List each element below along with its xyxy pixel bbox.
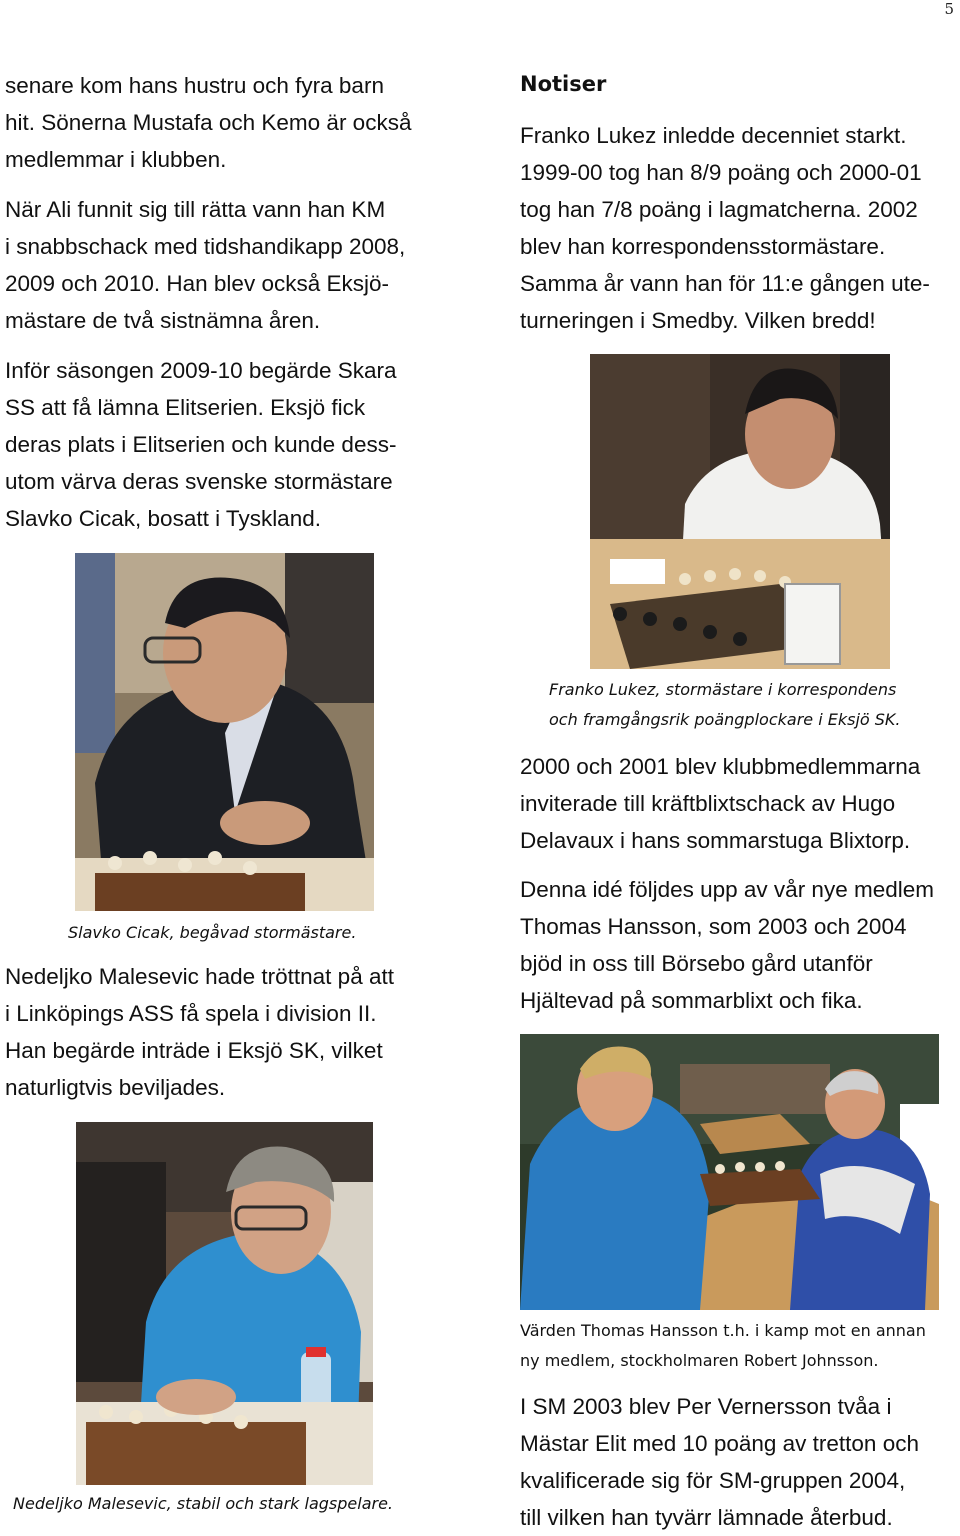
- text-line: i snabbschack med tidshandikapp 2008,: [5, 234, 406, 259]
- text-line: kvalificerade sig för SM-gruppen 2004,: [520, 1468, 906, 1493]
- text-line: bjöd in oss till Börsebo gård utanför: [520, 951, 873, 976]
- caption-line: ny medlem, stockholmaren Robert Johnsson.: [520, 1351, 879, 1370]
- photo-slavko-cicak: [75, 553, 374, 911]
- caption-line: Franko Lukez, stormästare i korrespondens: [549, 680, 897, 699]
- right-paragraph-3: [520, 871, 960, 1019]
- left-paragraph-2: [5, 191, 475, 339]
- text-line: I SM 2003 blev Per Vernersson tvåa i: [520, 1394, 892, 1419]
- text-line: Han begärde inträde i Eksjö SK, vilket: [5, 1038, 383, 1063]
- text-line: naturligtvis beviljades.: [5, 1075, 226, 1100]
- text-line: Thomas Hansson, som 2003 och 2004: [520, 914, 907, 939]
- caption-line: och framgångsrik poängplockare i Eksjö SK.: [549, 710, 901, 729]
- left-paragraph-3: [5, 352, 475, 537]
- text-line: Delavaux i hans sommarstuga Blixtorp.: [520, 828, 911, 853]
- text-line: deras plats i Elitserien och kunde dess-: [5, 432, 397, 457]
- photo-caption-slavko: Slavko Cicak, begåvad stormästare.: [68, 923, 357, 942]
- left-paragraph-1: [5, 67, 475, 178]
- text-line: utom värva deras svenske stormästare: [5, 469, 393, 494]
- section-heading-notiser: Notiser: [520, 72, 607, 96]
- text-line: turneringen i Smedby. Vilken bredd!: [520, 308, 876, 333]
- right-paragraph-2: [520, 748, 960, 859]
- text-line: SS att få lämna Elitserien. Eksjö fick: [5, 395, 366, 420]
- text-line: Hjältevad på sommarblixt och fika.: [520, 988, 863, 1013]
- photo-caption-nedeljko: Nedeljko Malesevic, stabil och stark lagspelare.: [13, 1494, 394, 1513]
- right-paragraph-4: [520, 1388, 960, 1536]
- text-line: Inför säsongen 2009-10 begärde Skara: [5, 358, 397, 383]
- text-line: Mästar Elit med 10 poäng av tretton och: [520, 1431, 919, 1456]
- text-line: Samma år vann han för 11:e gången ute-: [520, 271, 930, 296]
- photo-franko-lukez: [590, 354, 890, 669]
- photo-caption-thomas: [520, 1316, 960, 1376]
- text-line: till vilken han tyvärr lämnade återbud.: [520, 1505, 893, 1530]
- right-paragraph-1: [520, 117, 960, 339]
- text-line: 2000 och 2001 blev klubbmedlemmarna: [520, 754, 921, 779]
- text-line: Slavko Cicak, bosatt i Tyskland.: [5, 506, 321, 531]
- text-line: hit. Sönerna Mustafa och Kemo är också: [5, 110, 412, 135]
- photo-nedeljko-malesevic: [76, 1122, 373, 1485]
- text-line: Denna idé följdes upp av vår nye medlem: [520, 877, 934, 902]
- text-line: Nedeljko Malesevic hade tröttnat på att: [5, 964, 394, 989]
- text-line: medlemmar i klubben.: [5, 147, 227, 172]
- left-paragraph-4: [5, 958, 475, 1106]
- caption-line: Värden Thomas Hansson t.h. i kamp mot en annan: [520, 1321, 926, 1340]
- text-line: i Linköpings ASS få spela i division II.: [5, 1001, 377, 1026]
- text-line: 1999-00 tog han 8/9 poäng och 2000-01: [520, 160, 922, 185]
- text-line: mästare de två sistnämna åren.: [5, 308, 321, 333]
- text-line: tog han 7/8 poäng i lagmatcherna. 2002: [520, 197, 918, 222]
- text-line: När Ali funnit sig till rätta vann han KM: [5, 197, 386, 222]
- text-line: inviterade till kräftblixtschack av Hugo: [520, 791, 896, 816]
- text-line: Franko Lukez inledde decenniet starkt.: [520, 123, 907, 148]
- photo-caption-franko: [549, 675, 959, 735]
- photo-thomas-hansson-match: [520, 1034, 939, 1310]
- page-number: 5: [944, 0, 954, 18]
- text-line: senare kom hans hustru och fyra barn: [5, 73, 384, 98]
- text-line: 2009 och 2010. Han blev också Eksjö-: [5, 271, 389, 296]
- text-line: blev han korrespondensstormästare.: [520, 234, 886, 259]
